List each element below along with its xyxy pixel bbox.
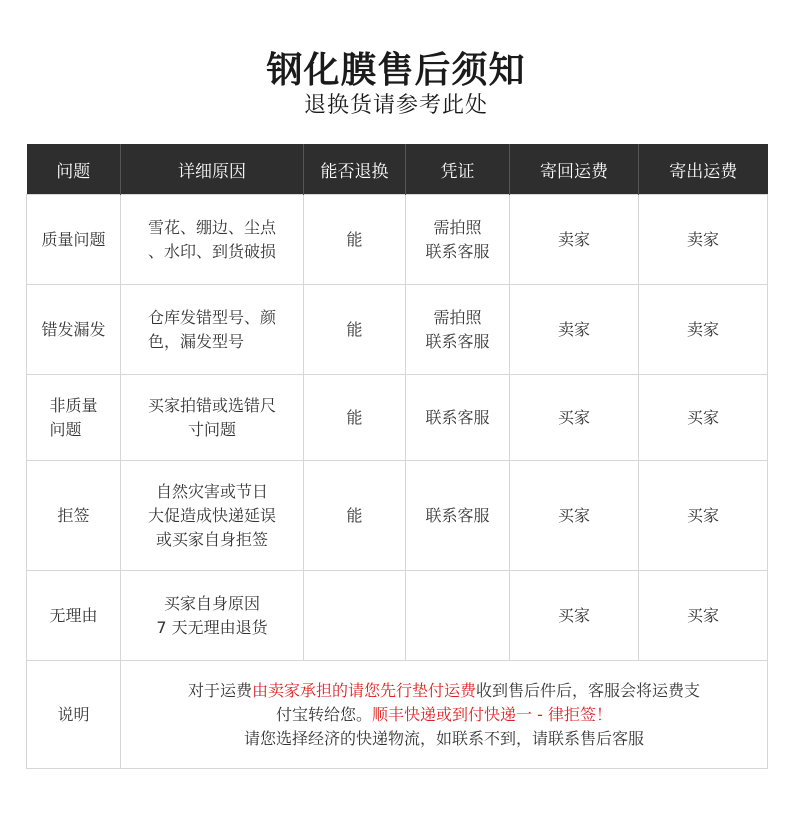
cell-detail: 买家自身原因 7 天无理由退货 xyxy=(121,571,304,661)
header-outbound-shipping: 寄出运费 xyxy=(639,144,768,195)
cell-outbound-shipping: 卖家 xyxy=(639,195,768,285)
cell-returnable: 能 xyxy=(304,285,406,375)
table-row xyxy=(27,461,768,571)
page-title: 钢化膜售后须知 xyxy=(266,50,526,91)
cell-proof: 联系客服 xyxy=(406,461,510,571)
header-proof: 凭证 xyxy=(406,144,510,195)
cell-issue: 拒签 xyxy=(27,461,121,571)
cell-outbound-shipping: 买家 xyxy=(639,571,768,661)
table-row xyxy=(27,195,768,285)
header-returnable: 能否退换 xyxy=(304,144,406,195)
cell-proof: 联系客服 xyxy=(406,375,510,461)
cell-proof xyxy=(406,571,510,661)
note-highlight-2: 顺丰快递或到付快递一 - 律拒签！ xyxy=(372,704,612,724)
cell-returnable: 能 xyxy=(304,461,406,571)
cell-outbound-shipping: 买家 xyxy=(639,375,768,461)
cell-return-shipping: 买家 xyxy=(510,461,639,571)
cell-issue: 错发漏发 xyxy=(27,285,121,375)
cell-detail: 仓库发错型号、颜 色，漏发型号 xyxy=(121,285,304,375)
cell-return-shipping: 卖家 xyxy=(510,195,639,285)
table-header-row xyxy=(27,144,768,195)
note-label: 说明 xyxy=(27,661,121,769)
cell-returnable: 能 xyxy=(304,375,406,461)
note-row xyxy=(27,661,768,769)
note-line-1: 对于运费由卖家承担的请您先行垫付运费收到售后件后，客服会将运费支 xyxy=(187,680,701,700)
table-row xyxy=(27,285,768,375)
cell-issue: 非质量 问题 xyxy=(27,375,121,461)
cell-detail: 买家拍错或选错尺 寸问题 xyxy=(121,375,304,461)
cell-proof: 需拍照 联系客服 xyxy=(406,285,510,375)
cell-issue: 无理由 xyxy=(27,571,121,661)
cell-detail: 自然灾害或节日 大促造成快递延误 或买家自身拒签 xyxy=(121,461,304,571)
cell-outbound-shipping: 买家 xyxy=(639,461,768,571)
page-subtitle: 退换货请参考此处 xyxy=(303,93,488,118)
header-issue: 问题 xyxy=(27,144,121,195)
cell-returnable xyxy=(304,571,406,661)
header-detail: 详细原因 xyxy=(121,144,304,195)
cell-detail: 雪花、绷边、尘点 、水印、到货破损 xyxy=(121,195,304,285)
table-row xyxy=(27,375,768,461)
cell-return-shipping: 买家 xyxy=(510,375,639,461)
cell-return-shipping: 买家 xyxy=(510,571,639,661)
note-line-2: 付宝转给您。顺丰快递或到付快递一 - 律拒签！ xyxy=(276,704,612,724)
table-row xyxy=(27,571,768,661)
cell-outbound-shipping: 卖家 xyxy=(639,285,768,375)
note-line-3: 请您选择经济的快递物流，如联系不到，请联系售后客服 xyxy=(243,728,644,748)
after-sales-table xyxy=(26,144,768,769)
header-return-shipping: 寄回运费 xyxy=(510,144,639,195)
cell-proof: 需拍照 联系客服 xyxy=(406,195,510,285)
cell-issue: 质量问题 xyxy=(27,195,121,285)
note-highlight-1: 由卖家承担的请您先行垫付运费 xyxy=(251,680,476,700)
note-content xyxy=(121,661,768,769)
cell-returnable: 能 xyxy=(304,195,406,285)
cell-return-shipping: 卖家 xyxy=(510,285,639,375)
